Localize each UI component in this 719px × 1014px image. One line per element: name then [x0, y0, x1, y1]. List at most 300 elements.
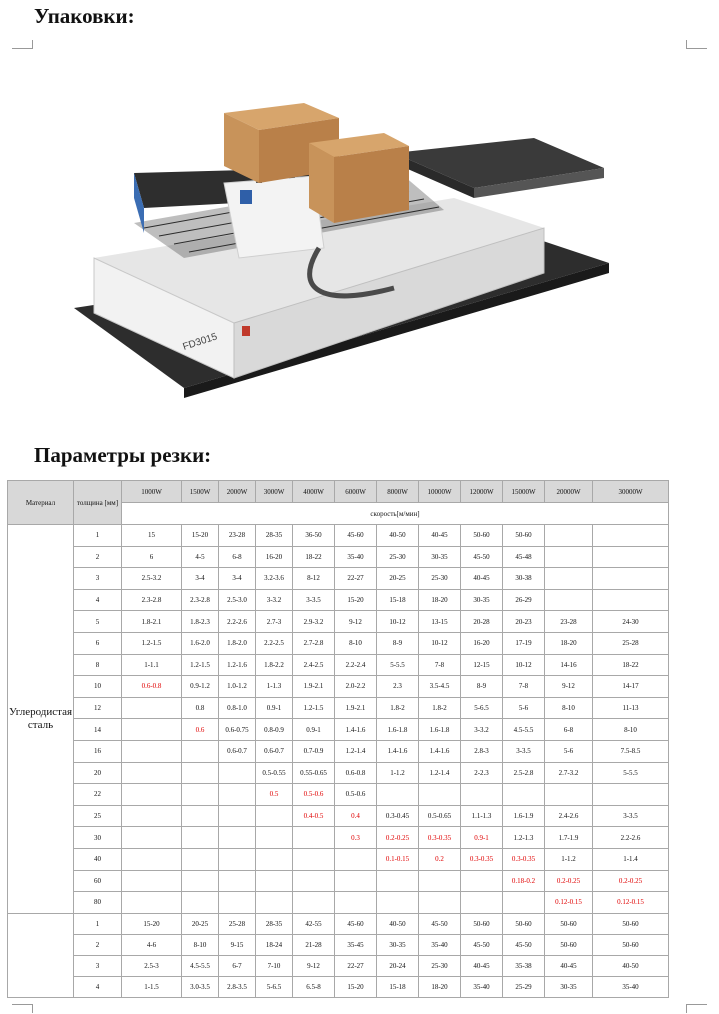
- speed-cell: [182, 892, 219, 914]
- speed-cell: 4.5-5.5: [503, 719, 545, 741]
- speed-cell: [335, 892, 377, 914]
- speed-cell: 2-2.3: [461, 762, 503, 784]
- speed-cell: 1-1.1: [122, 654, 182, 676]
- speed-cell: 15: [122, 525, 182, 547]
- speed-cell: 40-50: [593, 955, 669, 976]
- speed-cell: 1.2-1.6: [219, 654, 256, 676]
- speed-cell: [293, 892, 335, 914]
- speed-cell: 0.4: [335, 805, 377, 827]
- speed-cell: [122, 784, 182, 806]
- speed-cell: 0.2-0.25: [593, 870, 669, 892]
- speed-cell: 1.2-1.5: [293, 697, 335, 719]
- speed-cell: 50-60: [545, 934, 593, 955]
- table-row: [8, 762, 669, 784]
- speed-cell: 0.9-1.2: [182, 676, 219, 698]
- speed-cell: 1-1.3: [256, 676, 293, 698]
- speed-cell: 2.3: [377, 676, 419, 698]
- power-header: 12000W: [461, 481, 503, 503]
- speed-cell: [122, 892, 182, 914]
- speed-cell: 30-35: [545, 976, 593, 997]
- speed-cell: 40-45: [419, 525, 461, 547]
- speed-cell: [419, 784, 461, 806]
- speed-cell: 0.6-0.8: [335, 762, 377, 784]
- speed-cell: 1-1.2: [545, 848, 593, 870]
- speed-cell: 3-3.5: [503, 740, 545, 762]
- speed-cell: [545, 589, 593, 611]
- thickness-cell: 4: [74, 976, 122, 997]
- speed-cell: 0.3: [335, 827, 377, 849]
- speed-cell: 6: [122, 546, 182, 568]
- speed-cell: [182, 827, 219, 849]
- power-header: 10000W: [419, 481, 461, 503]
- speed-cell: 30-38: [503, 568, 545, 590]
- speed-cell: 7-8: [419, 654, 461, 676]
- speed-cell: [122, 827, 182, 849]
- speed-cell: 10-12: [419, 632, 461, 654]
- table-row: [8, 913, 669, 934]
- speed-cell: [419, 870, 461, 892]
- material-cell: [8, 913, 74, 997]
- speed-cell: 20-24: [377, 955, 419, 976]
- speed-cell: 8-9: [377, 632, 419, 654]
- power-header: 2000W: [219, 481, 256, 503]
- speed-cell: 40-45: [461, 568, 503, 590]
- speed-cell: 0.3-0.45: [377, 805, 419, 827]
- speed-cell: 8-12: [293, 568, 335, 590]
- thickness-header: толщина [мм]: [74, 481, 122, 525]
- speed-cell: 1.8-2.1: [122, 611, 182, 633]
- speed-cell: 0.6-0.7: [256, 740, 293, 762]
- speed-cell: 20-25: [377, 568, 419, 590]
- speed-cell: 3-3.2: [256, 589, 293, 611]
- speed-cell: 50-60: [503, 525, 545, 547]
- speed-cell: 23-28: [545, 611, 593, 633]
- speed-cell: 5-6.5: [256, 976, 293, 997]
- speed-cell: 10-12: [377, 611, 419, 633]
- speed-cell: 2.5-3.2: [122, 568, 182, 590]
- power-header: 15000W: [503, 481, 545, 503]
- speed-cell: 2.3-2.8: [122, 589, 182, 611]
- speed-cell: 40-50: [377, 913, 419, 934]
- speed-cell: 11-13: [593, 697, 669, 719]
- thickness-cell: 12: [74, 697, 122, 719]
- thickness-cell: 2: [74, 934, 122, 955]
- speed-cell: [503, 784, 545, 806]
- speed-cell: [122, 870, 182, 892]
- speed-cell: [503, 892, 545, 914]
- speed-cell: [122, 697, 182, 719]
- speed-cell: 1.4-1.6: [335, 719, 377, 741]
- thickness-cell: 20: [74, 762, 122, 784]
- thickness-cell: 14: [74, 719, 122, 741]
- speed-cell: 0.9-1: [293, 719, 335, 741]
- speed-cell: 15-20: [335, 589, 377, 611]
- speed-cell: [182, 848, 219, 870]
- table-row: [8, 870, 669, 892]
- speed-cell: [545, 784, 593, 806]
- speed-cell: 18-20: [419, 976, 461, 997]
- speed-cell: [593, 589, 669, 611]
- speed-cell: 4-5: [182, 546, 219, 568]
- speed-cell: 18-22: [593, 654, 669, 676]
- speed-cell: 3-4: [182, 568, 219, 590]
- speed-cell: 5-5.5: [593, 762, 669, 784]
- speed-cell: 15-18: [377, 589, 419, 611]
- speed-cell: [122, 740, 182, 762]
- speed-cell: 36-50: [293, 525, 335, 547]
- speed-cell: 0.8: [182, 697, 219, 719]
- speed-cell: 0.5-0.65: [419, 805, 461, 827]
- speed-cell: 28-35: [256, 525, 293, 547]
- speed-cell: 10-12: [503, 654, 545, 676]
- speed-cell: 0.2-0.25: [377, 827, 419, 849]
- speed-cell: 1.2-1.5: [122, 632, 182, 654]
- speed-cell: 50-60: [461, 913, 503, 934]
- speed-cell: 20-23: [503, 611, 545, 633]
- speed-cell: 0.4-0.5: [293, 805, 335, 827]
- table-row: [8, 892, 669, 914]
- speed-cell: 9-12: [545, 676, 593, 698]
- power-header: 30000W: [593, 481, 669, 503]
- table-row: [8, 848, 669, 870]
- speed-cell: 2.7-3: [256, 611, 293, 633]
- speed-cell: 1.2-1.5: [182, 654, 219, 676]
- speed-cell: 2.2-2.6: [219, 611, 256, 633]
- table-row: [8, 632, 669, 654]
- page-corner-mark: [686, 1004, 707, 1013]
- speed-cell: 1.6-1.8: [377, 719, 419, 741]
- speed-cell: 1.6-1.8: [419, 719, 461, 741]
- table-row: [8, 589, 669, 611]
- speed-cell: 0.9-1: [461, 827, 503, 849]
- speed-cell: 2.4-2.5: [293, 654, 335, 676]
- table-row: [8, 934, 669, 955]
- speed-cell: 2.2-2.4: [335, 654, 377, 676]
- speed-cell: 1-1.4: [593, 848, 669, 870]
- speed-cell: 42-55: [293, 913, 335, 934]
- speed-cell: [593, 525, 669, 547]
- thickness-cell: 30: [74, 827, 122, 849]
- page-corner-mark: [12, 1004, 33, 1013]
- speed-cell: 2.7-2.8: [293, 632, 335, 654]
- speed-cell: 15-20: [182, 525, 219, 547]
- speed-cell: [335, 870, 377, 892]
- thickness-cell: 8: [74, 654, 122, 676]
- speed-cell: 25-30: [419, 955, 461, 976]
- speed-cell: 25-30: [377, 546, 419, 568]
- speed-cell: [377, 892, 419, 914]
- table-row: [8, 654, 669, 676]
- carbon-steel-group: [8, 525, 669, 914]
- speed-cell: [593, 568, 669, 590]
- speed-cell: [461, 784, 503, 806]
- speed-cell: 0.5-0.55: [256, 762, 293, 784]
- speed-cell: 1.6-1.9: [503, 805, 545, 827]
- table-row: [8, 697, 669, 719]
- speed-cell: 50-60: [593, 934, 669, 955]
- table-row: [8, 719, 669, 741]
- speed-cell: 20-25: [182, 913, 219, 934]
- speed-cell: 40-50: [377, 525, 419, 547]
- thickness-cell: 1: [74, 913, 122, 934]
- table-row: [8, 827, 669, 849]
- speed-cell: 0.6: [182, 719, 219, 741]
- speed-cell: 5-5.5: [377, 654, 419, 676]
- speed-cell: [593, 546, 669, 568]
- speed-cell: 1.7-1.9: [545, 827, 593, 849]
- table-row: [8, 955, 669, 976]
- speed-cell: [182, 805, 219, 827]
- speed-cell: 9-12: [335, 611, 377, 633]
- speed-cell: 45-50: [419, 913, 461, 934]
- speed-cell: 0.18-0.2: [503, 870, 545, 892]
- speed-cell: 7-10: [256, 955, 293, 976]
- speed-cell: 1-1.5: [122, 976, 182, 997]
- speed-cell: 35-40: [593, 976, 669, 997]
- speed-cell: 25-28: [593, 632, 669, 654]
- speed-cell: 3-3.2: [461, 719, 503, 741]
- speed-cell: 5-6: [545, 740, 593, 762]
- speed-cell: 1.9-2.1: [335, 697, 377, 719]
- speed-cell: 2.9-3.2: [293, 611, 335, 633]
- speed-cell: 18-20: [545, 632, 593, 654]
- speed-cell: 40-45: [461, 955, 503, 976]
- speed-cell: 14-17: [593, 676, 669, 698]
- speed-cell: 45-50: [461, 934, 503, 955]
- speed-cell: 2.8-3: [461, 740, 503, 762]
- speed-cell: 1.2-1.4: [335, 740, 377, 762]
- material-cell: Углеродистая сталь: [8, 525, 74, 914]
- speed-cell: [219, 827, 256, 849]
- speed-cell: 50-60: [503, 913, 545, 934]
- speed-cell: [419, 892, 461, 914]
- speed-cell: 17-19: [503, 632, 545, 654]
- speed-cell: 50-60: [461, 525, 503, 547]
- speed-cell: 2.4-2.6: [545, 805, 593, 827]
- speed-cell: 2.3-2.8: [182, 589, 219, 611]
- table-row: [8, 525, 669, 547]
- table-row: [8, 784, 669, 806]
- thickness-cell: 60: [74, 870, 122, 892]
- speed-cell: 0.55-0.65: [293, 762, 335, 784]
- speed-cell: 6-7: [219, 955, 256, 976]
- table-row: [8, 976, 669, 997]
- speed-cell: 6.5-8: [293, 976, 335, 997]
- speed-cell: 1.2-1.3: [503, 827, 545, 849]
- speed-cell: 8-10: [182, 934, 219, 955]
- speed-cell: 8-10: [593, 719, 669, 741]
- speed-cell: 4-6: [122, 934, 182, 955]
- speed-unit-header: скорость[м/мин]: [122, 503, 669, 525]
- material-header: Материал: [8, 481, 74, 525]
- speed-cell: 0.6-0.7: [219, 740, 256, 762]
- speed-cell: 0.7-0.9: [293, 740, 335, 762]
- speed-cell: 1.4-1.6: [377, 740, 419, 762]
- speed-cell: [335, 848, 377, 870]
- speed-cell: 1.8-2.2: [256, 654, 293, 676]
- speed-cell: 16-20: [461, 632, 503, 654]
- thickness-cell: 4: [74, 589, 122, 611]
- thickness-cell: 3: [74, 955, 122, 976]
- table-row: [8, 546, 669, 568]
- table-row: [8, 568, 669, 590]
- speed-cell: 0.5: [256, 784, 293, 806]
- cutting-parameters-table: [7, 480, 669, 998]
- speed-cell: [545, 568, 593, 590]
- speed-cell: 1.8-2: [377, 697, 419, 719]
- speed-cell: [461, 870, 503, 892]
- speed-cell: [219, 784, 256, 806]
- speed-cell: 13-15: [419, 611, 461, 633]
- speed-cell: 0.9-1: [256, 697, 293, 719]
- speed-cell: 35-40: [461, 976, 503, 997]
- speed-cell: 8-10: [545, 697, 593, 719]
- speed-cell: 2.5-2.8: [503, 762, 545, 784]
- speed-cell: 35-38: [503, 955, 545, 976]
- speed-cell: 0.5-0.6: [293, 784, 335, 806]
- speed-cell: 0.12-0.15: [545, 892, 593, 914]
- speed-cell: 0.2-0.25: [545, 870, 593, 892]
- speed-cell: [593, 784, 669, 806]
- speed-cell: 1.1-1.3: [461, 805, 503, 827]
- speed-cell: 35-40: [335, 546, 377, 568]
- speed-cell: 9-15: [219, 934, 256, 955]
- speed-cell: 1.6-2.0: [182, 632, 219, 654]
- thickness-cell: 2: [74, 546, 122, 568]
- speed-cell: 7-8: [503, 676, 545, 698]
- speed-cell: [256, 848, 293, 870]
- speed-cell: [219, 870, 256, 892]
- speed-cell: 18-24: [256, 934, 293, 955]
- speed-cell: 35-45: [335, 934, 377, 955]
- speed-cell: 2.5-3: [122, 955, 182, 976]
- speed-cell: 1.4-1.6: [419, 740, 461, 762]
- speed-cell: 2.5-3.0: [219, 589, 256, 611]
- power-header: 3000W: [256, 481, 293, 503]
- speed-cell: 1.8-2: [419, 697, 461, 719]
- speed-cell: 23-28: [219, 525, 256, 547]
- speed-cell: [293, 827, 335, 849]
- speed-cell: 30-35: [461, 589, 503, 611]
- speed-cell: 0.3-0.35: [503, 848, 545, 870]
- speed-cell: [219, 848, 256, 870]
- packaging-heading: Упаковки:: [34, 4, 135, 28]
- speed-cell: 18-20: [419, 589, 461, 611]
- speed-cell: 7.5-8.5: [593, 740, 669, 762]
- speed-cell: 5-6.5: [461, 697, 503, 719]
- speed-cell: 1-1.2: [377, 762, 419, 784]
- power-header: 8000W: [377, 481, 419, 503]
- speed-cell: [122, 805, 182, 827]
- speed-cell: 14-16: [545, 654, 593, 676]
- speed-cell: 0.1-0.15: [377, 848, 419, 870]
- power-header: 20000W: [545, 481, 593, 503]
- speed-cell: 45-48: [503, 546, 545, 568]
- speed-cell: 12-15: [461, 654, 503, 676]
- power-header: 1000W: [122, 481, 182, 503]
- speed-cell: 30-35: [377, 934, 419, 955]
- thickness-cell: 22: [74, 784, 122, 806]
- table-row: [8, 740, 669, 762]
- speed-cell: 21-28: [293, 934, 335, 955]
- speed-cell: [293, 870, 335, 892]
- speed-cell: [256, 870, 293, 892]
- speed-cell: [182, 784, 219, 806]
- speed-cell: 50-60: [545, 913, 593, 934]
- speed-cell: 2.7-3.2: [545, 762, 593, 784]
- speed-cell: 3.0-3.5: [182, 976, 219, 997]
- speed-cell: 0.6-0.75: [219, 719, 256, 741]
- power-header: 1500W: [182, 481, 219, 503]
- speed-cell: 28-35: [256, 913, 293, 934]
- speed-cell: 0.5-0.6: [335, 784, 377, 806]
- speed-cell: [219, 892, 256, 914]
- speed-cell: 8-10: [335, 632, 377, 654]
- speed-cell: 45-60: [335, 913, 377, 934]
- speed-cell: 45-50: [503, 934, 545, 955]
- speed-cell: 22-27: [335, 955, 377, 976]
- speed-cell: 25-30: [419, 568, 461, 590]
- speed-cell: 22-27: [335, 568, 377, 590]
- speed-cell: 5-6: [503, 697, 545, 719]
- speed-cell: 2.0-2.2: [335, 676, 377, 698]
- speed-cell: [122, 719, 182, 741]
- speed-cell: 15-20: [335, 976, 377, 997]
- speed-cell: 3.2-3.6: [256, 568, 293, 590]
- speed-cell: [256, 892, 293, 914]
- thickness-cell: 80: [74, 892, 122, 914]
- speed-cell: 2.8-3.5: [219, 976, 256, 997]
- speed-cell: 0.3-0.35: [461, 848, 503, 870]
- page-corner-mark: [12, 40, 33, 49]
- speed-cell: 0.8-0.9: [256, 719, 293, 741]
- speed-cell: [219, 805, 256, 827]
- table-row: [8, 611, 669, 633]
- speed-cell: 1.0-1.2: [219, 676, 256, 698]
- speed-cell: [545, 525, 593, 547]
- speed-cell: 18-22: [293, 546, 335, 568]
- speed-cell: 1.2-1.4: [419, 762, 461, 784]
- speed-cell: 9-12: [293, 955, 335, 976]
- thickness-cell: 10: [74, 676, 122, 698]
- speed-cell: [182, 762, 219, 784]
- page-corner-mark: [686, 40, 707, 49]
- speed-cell: 1.8-2.0: [219, 632, 256, 654]
- speed-cell: [293, 848, 335, 870]
- speed-cell: [377, 784, 419, 806]
- speed-cell: 0.6-0.8: [122, 676, 182, 698]
- thickness-cell: 16: [74, 740, 122, 762]
- speed-cell: [461, 892, 503, 914]
- speed-cell: 30-35: [419, 546, 461, 568]
- speed-cell: 50-60: [593, 913, 669, 934]
- speed-cell: [182, 740, 219, 762]
- speed-cell: 15-18: [377, 976, 419, 997]
- thickness-cell: 3: [74, 568, 122, 590]
- thickness-cell: 25: [74, 805, 122, 827]
- speed-cell: 8-9: [461, 676, 503, 698]
- speed-cell: 2.2-2.6: [593, 827, 669, 849]
- speed-cell: 0.12-0.15: [593, 892, 669, 914]
- speed-cell: [377, 870, 419, 892]
- power-header: 6000W: [335, 481, 377, 503]
- speed-cell: 15-20: [122, 913, 182, 934]
- thickness-cell: 40: [74, 848, 122, 870]
- speed-cell: 1.8-2.3: [182, 611, 219, 633]
- speed-cell: 3-3.5: [593, 805, 669, 827]
- speed-cell: 6-8: [219, 546, 256, 568]
- speed-cell: [256, 827, 293, 849]
